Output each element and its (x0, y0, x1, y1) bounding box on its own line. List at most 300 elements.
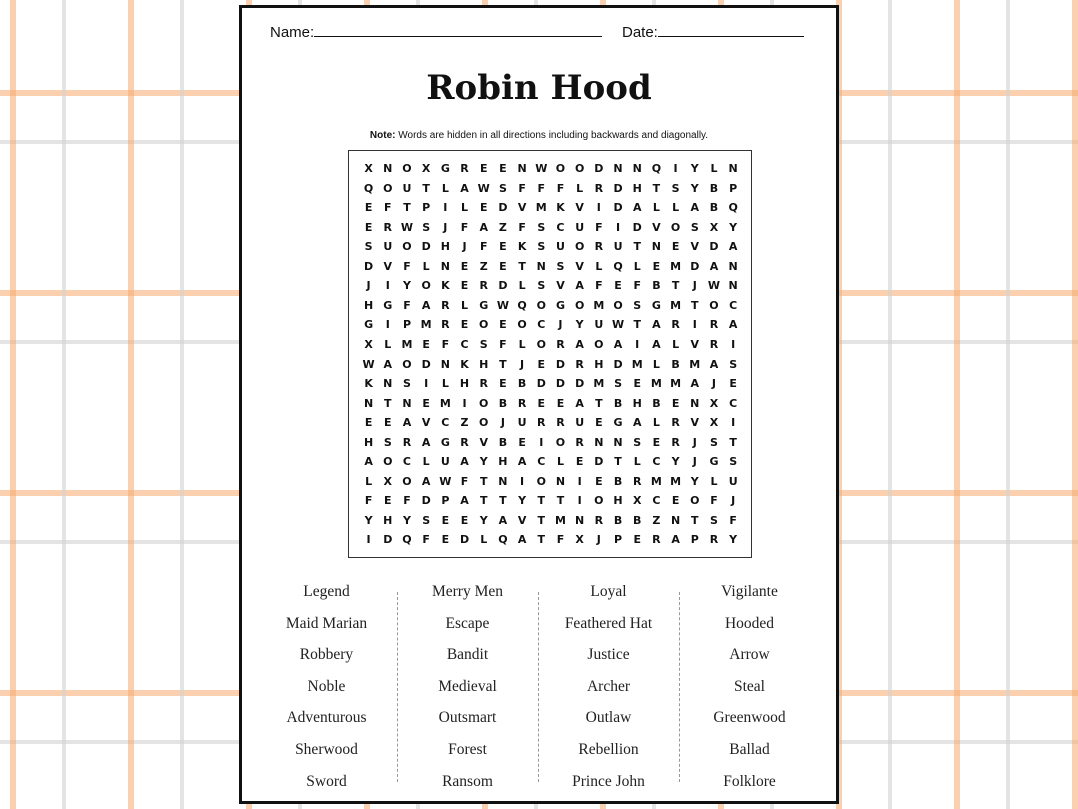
grid-letter: P (729, 181, 738, 195)
grid-letter: S (690, 220, 699, 234)
grid-letter: T (537, 513, 546, 527)
grid-letter: Z (479, 259, 488, 273)
grid-letter: H (459, 377, 470, 391)
word-list-item: Steal (734, 677, 765, 695)
grid-letter: O (555, 435, 566, 449)
grid-letter: I (520, 474, 525, 488)
grid-letter: S (729, 455, 738, 469)
word-list-item: Loyal (590, 583, 627, 600)
grid-letter: U (556, 240, 565, 254)
grid-letter: S (403, 377, 411, 391)
grid-letter: N (440, 259, 450, 273)
grid-letter: K (460, 357, 469, 371)
grid-letter: R (594, 181, 604, 195)
grid-letter: O (709, 298, 719, 312)
grid-letter: O (594, 337, 604, 351)
grid-letter: V (652, 220, 661, 234)
grid-letter: O (479, 396, 489, 410)
grid-letter: M (439, 396, 451, 410)
grid-letter: R (594, 513, 604, 527)
grid-letter: W (611, 318, 625, 332)
grid-letter: O (574, 298, 585, 312)
grid-letter: R (517, 396, 527, 410)
grid-letter: N (728, 279, 738, 293)
grid-row (359, 491, 743, 511)
grid-letter: M (593, 377, 605, 391)
grid-letter: N (363, 396, 374, 410)
grid-letter: Y (479, 513, 488, 527)
grid-letter: Y (364, 513, 373, 527)
grid-letter: S (710, 513, 718, 527)
grid-letter: T (691, 513, 699, 527)
word-list-item: Outlaw (585, 709, 632, 727)
grid-letter: O (402, 240, 412, 254)
grid-letter: L (480, 533, 488, 547)
grid-letter: Y (402, 279, 411, 293)
grid-letter: M (689, 357, 701, 371)
grid-letter: I (635, 337, 640, 351)
grid-letter: Q (402, 533, 412, 547)
grid-letter: R (460, 435, 469, 449)
grid-letter: S (498, 181, 507, 195)
grid-letter: B (613, 396, 623, 410)
grid-letter: S (422, 513, 431, 527)
grid-letter: E (364, 416, 373, 430)
grid-letter: N (383, 377, 393, 391)
grid-letter: Q (613, 259, 623, 273)
word-column (397, 576, 538, 790)
grid-letter: S (729, 357, 738, 371)
grid-letter: Y (690, 162, 699, 175)
word-list-item: Arrow (729, 646, 770, 664)
grid-letter: F (537, 181, 546, 195)
grid-letter: R (671, 318, 680, 332)
grid-letter: O (479, 318, 489, 332)
grid-letter: T (384, 396, 392, 410)
grid-letter: T (518, 259, 526, 273)
word-list-item: Outsmart (438, 709, 497, 727)
date-label: Date: (622, 24, 658, 41)
grid-letter: T (595, 396, 603, 410)
word-list-item: Prince John (572, 772, 645, 790)
grid-letter: U (613, 240, 623, 254)
page-title: Robin Hood (426, 68, 652, 108)
grid-letter: A (479, 220, 488, 234)
grid-letter: S (710, 435, 718, 449)
grid-letter: E (537, 396, 546, 410)
grid-letter: D (594, 162, 604, 175)
grid-letter: H (363, 435, 374, 449)
name-label: Name: (270, 24, 315, 41)
grid-letter: F (403, 298, 411, 312)
grid-letter: A (460, 181, 469, 195)
grid-letter: E (671, 240, 680, 254)
grid-letter: I (731, 416, 736, 430)
word-list-item: Noble (307, 677, 346, 695)
grid-letter: I (577, 494, 582, 508)
grid-letter: E (518, 435, 526, 449)
word-column (679, 576, 820, 790)
word-column (256, 576, 397, 790)
grid-letter: O (670, 220, 681, 234)
grid-letter: Q (363, 181, 374, 195)
grid-letter: O (402, 162, 412, 175)
grid-letter: N (517, 162, 527, 175)
grid-letter: T (499, 494, 507, 508)
grid-letter: O (555, 162, 566, 175)
grid-letter: N (651, 240, 662, 254)
word-list-item: Archer (586, 677, 631, 695)
grid-letter: E (652, 259, 661, 273)
grid-letter: N (613, 435, 623, 449)
grid-letter: L (518, 279, 526, 293)
grid-letter: D (421, 357, 431, 371)
grid-letter: N (402, 396, 412, 410)
word-list-item: Sherwood (295, 740, 358, 758)
grid-letter: O (421, 279, 431, 293)
grid-letter: W (496, 298, 509, 312)
grid-letter: A (575, 396, 584, 410)
grid-letter: W (535, 162, 548, 175)
word-list (256, 576, 820, 790)
grid-letter: J (366, 279, 371, 293)
grid-letter: A (421, 298, 431, 312)
grid-letter: E (384, 416, 392, 430)
grid-letter: F (595, 220, 603, 234)
letter-grid (348, 150, 752, 558)
word-column (538, 576, 679, 790)
grid-letter: A (632, 201, 642, 215)
grid-letter: B (498, 396, 508, 410)
grid-letter: E (614, 279, 622, 293)
grid-letter: S (633, 298, 642, 312)
grid-letter: O (594, 494, 604, 508)
grid-letter: A (671, 533, 680, 547)
grid-letter: L (633, 259, 641, 273)
grid-letter: H (613, 494, 623, 508)
grid-letter: R (632, 474, 642, 488)
grid-letter: G (555, 298, 565, 312)
grid-letter: E (729, 377, 737, 391)
grid-letter: M (554, 513, 566, 527)
grid-letter: M (593, 298, 605, 312)
grid-letter: L (422, 455, 430, 469)
grid-letter: G (613, 416, 623, 430)
grid-letter: E (671, 494, 680, 508)
grid-row (359, 159, 743, 179)
grid-letter: S (383, 435, 392, 449)
grid-row (359, 179, 743, 199)
grid-letter: M (631, 357, 643, 371)
grid-letter: J (443, 220, 448, 234)
grid-letter: A (728, 240, 738, 254)
grid-letter: K (441, 279, 450, 293)
note-text: Words are hidden in all directions including backwards and diagonally. (395, 130, 709, 141)
grid-letter: R (441, 318, 450, 332)
grid-letter: E (460, 318, 469, 332)
grid-letter: E (575, 455, 584, 469)
grid-letter: T (614, 455, 622, 469)
grid-letter: E (441, 513, 450, 527)
word-list-item: Rebellion (578, 740, 639, 758)
grid-letter: S (537, 279, 546, 293)
grid-letter: B (613, 513, 623, 527)
grid-letter: T (537, 533, 546, 547)
grid-row (359, 198, 743, 218)
grid-letter: A (517, 455, 527, 469)
grid-letter: Y (402, 513, 411, 527)
grid-row (359, 374, 743, 394)
grid-letter: Y (518, 494, 527, 508)
grid-letter: L (518, 337, 526, 351)
grid-letter: A (652, 337, 661, 351)
grid-letter: R (594, 240, 604, 254)
grid-letter: D (690, 259, 700, 273)
grid-letter: V (690, 337, 700, 351)
grid-letter: N (440, 357, 450, 371)
word-list-item: Justice (587, 646, 630, 664)
grid-letter: G (440, 435, 450, 449)
grid-letter: M (650, 474, 662, 488)
grid-letter: E (460, 259, 469, 273)
grid-letter: F (556, 181, 565, 195)
grid-letter: B (613, 474, 623, 488)
grid-letter: K (556, 201, 565, 215)
grid-letter: R (479, 377, 488, 391)
word-list-item: Forest (448, 740, 487, 758)
grid-letter: E (499, 377, 507, 391)
grid-letter: G (479, 298, 489, 312)
grid-row (359, 315, 743, 335)
grid-letter: E (499, 318, 507, 332)
grid-letter: C (460, 337, 469, 351)
grid-letter: I (366, 533, 371, 547)
word-list-item: Merry Men (431, 583, 504, 600)
grid-letter: A (402, 416, 412, 430)
grid-letter: U (575, 416, 585, 430)
grid-letter: J (692, 279, 697, 293)
grid-letter: Y (575, 318, 584, 332)
grid-letter: L (710, 474, 718, 488)
grid-letter: I (596, 201, 601, 215)
grid-letter: E (460, 279, 469, 293)
grid-letter: X (383, 474, 393, 488)
grid-letter: D (555, 357, 566, 371)
grid-letter: S (614, 377, 622, 391)
grid-letter: D (498, 201, 508, 215)
word-list-item: Vigilante (721, 583, 778, 600)
grid-letter: T (652, 181, 661, 195)
grid-letter: L (652, 201, 660, 215)
grid-letter: B (709, 181, 719, 195)
grid-letter: M (420, 318, 432, 332)
grid-letter: Y (690, 181, 699, 195)
grid-row (359, 335, 743, 355)
word-list-item: Feathered Hat (564, 614, 653, 632)
grid-letter: V (421, 416, 431, 430)
grid-letter: S (633, 435, 642, 449)
grid-letter: O (690, 494, 700, 508)
grid-letter: C (556, 220, 565, 234)
grid-letter: L (576, 181, 584, 195)
grid-letter: E (384, 494, 392, 508)
grid-letter: I (462, 396, 467, 410)
grid-letter: L (672, 201, 680, 215)
grid-letter: U (728, 474, 738, 488)
grid-letter: L (556, 455, 564, 469)
grid-letter: N (728, 259, 738, 273)
grid-letter: L (652, 357, 660, 371)
grid-letter: D (594, 455, 604, 469)
grid-letter: L (422, 259, 430, 273)
grid-letter: T (633, 318, 641, 332)
grid-letter: D (555, 377, 566, 391)
grid-letter: D (364, 259, 374, 273)
grid-letter: D (421, 240, 431, 254)
grid-letter: B (709, 201, 719, 215)
grid-letter: F (499, 337, 507, 351)
grid-letter: R (556, 416, 565, 430)
grid-letter: V (690, 240, 700, 254)
grid-letter: A (728, 318, 738, 332)
grid-letter: E (595, 474, 603, 488)
grid-letter: T (691, 298, 699, 312)
grid-letter: U (402, 181, 412, 195)
grid-letter: X (709, 416, 719, 430)
grid-letter: V (556, 279, 565, 293)
grid-letter: A (613, 337, 623, 351)
grid-letter: F (441, 337, 450, 351)
grid-letter: M (670, 377, 682, 391)
grid-letter: C (537, 318, 546, 332)
grid-letter: E (499, 162, 507, 175)
grid-letter: M (670, 474, 682, 488)
grid-letter: K (517, 240, 527, 254)
grid-letter: F (556, 533, 565, 547)
grid-letter: W (362, 357, 375, 371)
grid-letter: G (364, 318, 374, 332)
grid-letter: E (556, 396, 565, 410)
grid-letter: L (652, 416, 660, 430)
grid-letter: N (613, 162, 623, 175)
grid-letter: B (498, 435, 508, 449)
grid-letter: O (574, 162, 585, 175)
grid-row (359, 413, 743, 433)
grid-row (359, 530, 743, 550)
grid-letter: R (709, 337, 719, 351)
grid-letter: A (652, 318, 661, 332)
grid-letter: E (633, 377, 641, 391)
grid-letter: I (385, 318, 390, 332)
grid-letter: Q (498, 533, 508, 547)
grid-letter: J (500, 416, 505, 430)
grid-letter: O (383, 181, 393, 195)
grid-letter: I (615, 220, 621, 234)
grid-letter: T (499, 357, 507, 371)
grid-letter: D (536, 377, 546, 391)
grid-letter: V (575, 259, 584, 273)
grid-row (359, 296, 743, 316)
grid-letter: R (460, 162, 469, 175)
note-prefix: Note: (369, 130, 396, 141)
grid-letter: A (690, 377, 700, 391)
grid-letter: F (479, 240, 488, 254)
grid-row (359, 433, 743, 453)
grid-letter: M (535, 201, 547, 215)
date-field (622, 24, 804, 41)
grid-letter: A (421, 435, 431, 449)
word-list-item: Maid Marian (285, 614, 368, 632)
grid-letter: D (613, 357, 623, 371)
grid-letter: Z (498, 220, 507, 234)
grid-letter: J (596, 533, 601, 547)
grid-letter: P (441, 494, 450, 508)
grid-letter: N (632, 162, 642, 175)
grid-letter: F (710, 494, 718, 508)
grid-letter: T (479, 474, 488, 488)
grid-letter: E (364, 201, 373, 215)
instructions-note (242, 130, 836, 141)
grid-letter: X (575, 533, 584, 547)
grid-letter: I (692, 318, 697, 332)
grid-letter: L (365, 474, 373, 488)
grid-letter: H (440, 240, 450, 254)
grid-letter: R (671, 435, 680, 449)
grid-letter: L (672, 337, 680, 351)
grid-letter: E (499, 259, 507, 273)
grid-letter: Z (460, 416, 469, 430)
grid-letter: J (711, 377, 717, 391)
grid-letter: C (537, 455, 546, 469)
grid-letter: E (671, 396, 680, 410)
grid-letter: E (479, 162, 488, 175)
grid-letter: A (460, 455, 469, 469)
grid-letter: W (439, 474, 452, 488)
grid-letter: O (402, 357, 412, 371)
grid-letter: S (364, 240, 373, 254)
grid-letter: S (422, 220, 431, 234)
grid-letter: R (709, 533, 719, 547)
grid-letter: D (632, 220, 642, 234)
grid-letter: U (575, 220, 585, 234)
grid-letter: X (709, 220, 719, 234)
grid-letter: Q (651, 162, 662, 175)
grid-letter: D (709, 240, 719, 254)
grid-letter: K (364, 377, 373, 391)
grid-letter: A (364, 455, 373, 469)
grid-row (359, 355, 743, 375)
grid-letter: C (729, 396, 738, 410)
grid-letter: F (364, 494, 373, 508)
grid-letter: L (441, 377, 449, 391)
grid-letter: B (517, 377, 527, 391)
grid-letter: F (595, 279, 603, 293)
grid-letter: N (536, 259, 546, 273)
word-list-item: Robbery (299, 646, 354, 664)
grid-letter: H (498, 455, 508, 469)
grid-letter: A (690, 201, 700, 215)
grid-letter: C (402, 455, 411, 469)
grid-letter: P (614, 533, 623, 547)
grid-letter: G (651, 298, 661, 312)
word-list-item: Bandit (446, 646, 489, 664)
word-list-item: Folklore (723, 772, 776, 790)
grid-letter: W (400, 220, 414, 234)
grid-letter: R (575, 435, 584, 449)
grid-letter: O (536, 337, 546, 351)
grid-letter: S (671, 181, 680, 195)
grid-letter: X (364, 162, 373, 175)
